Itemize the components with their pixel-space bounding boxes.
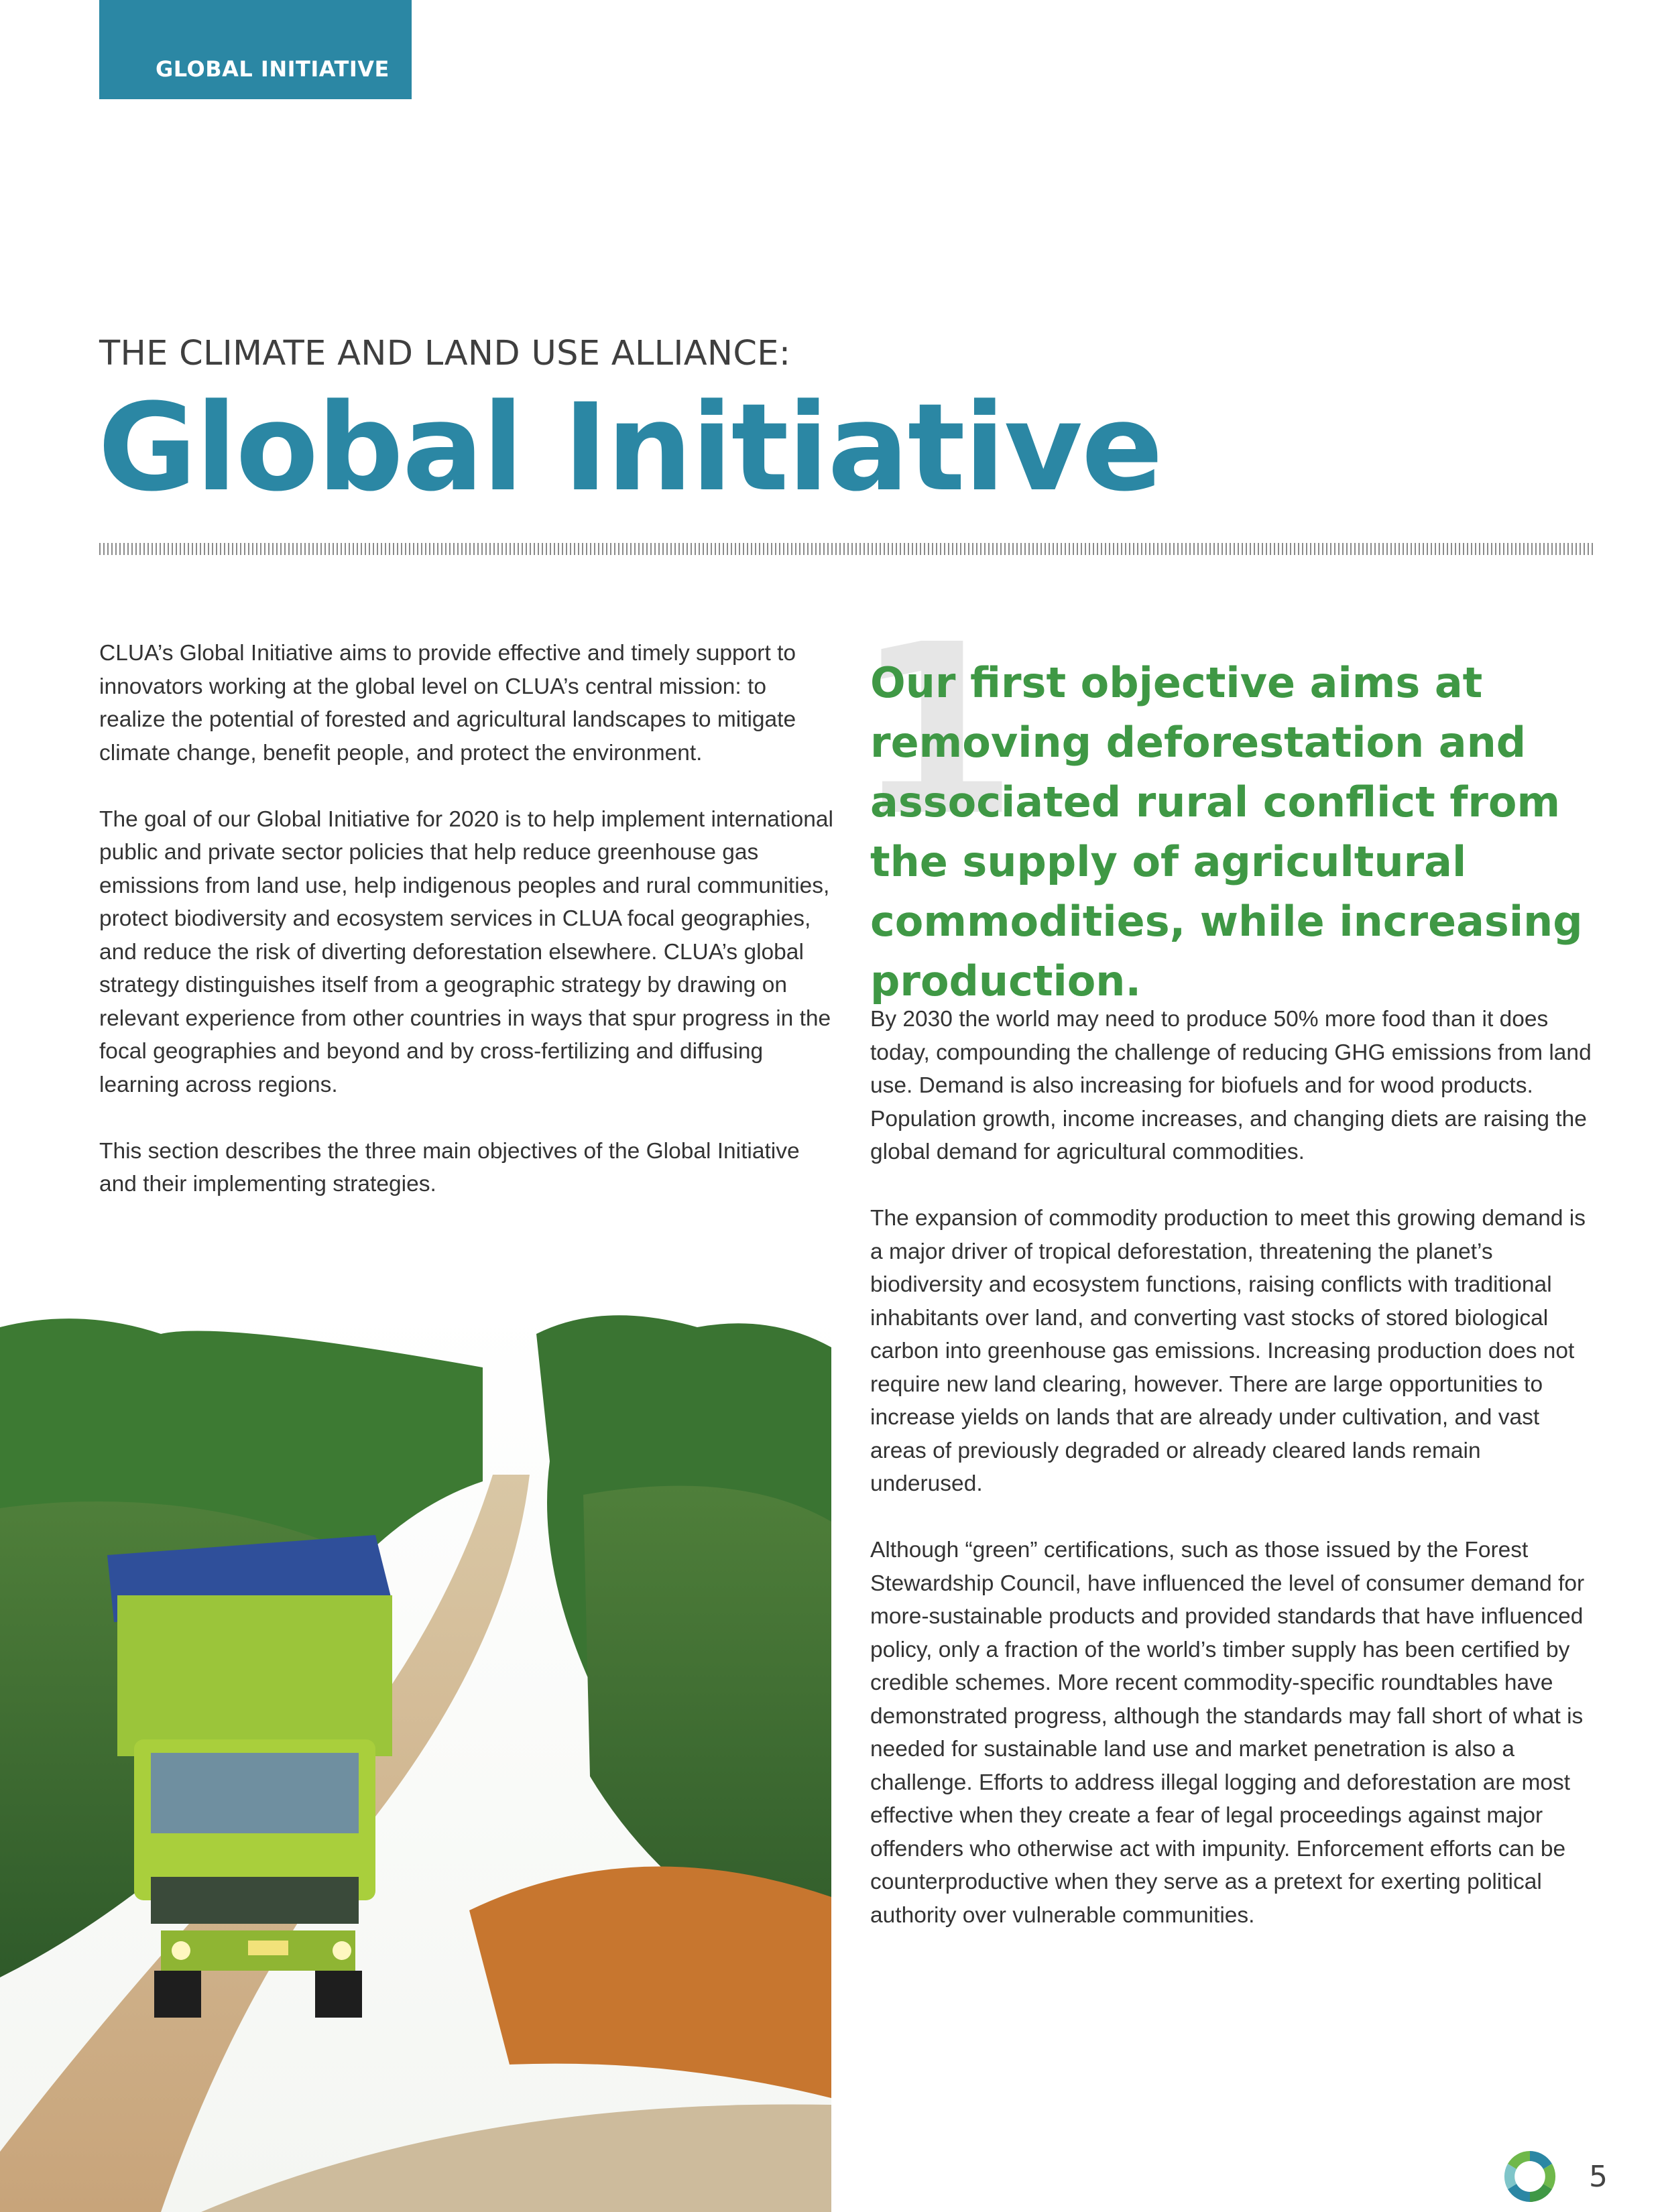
intro-paragraph-3: This section describes the three main objectives of the Global Initiative and their implementing strategies. bbox=[99, 1138, 800, 1196]
body-paragraph-1: By 2030 the world may need to produce 50% more food than it does today, compounding the challenge of reducing GHG emissions from land use. Demand is also increasing for biofuels and for wood products. Population growth, income increases, and changing diets are raising the global demand for agricultural commodities. bbox=[870, 1007, 1592, 1164]
intro-column bbox=[99, 637, 833, 1234]
objective-statement: Our first objective aims at removing deforestation and associated rural conflict from the supply of agricultural commodities, while increasing production. bbox=[870, 658, 1583, 1005]
title-divider bbox=[99, 543, 1596, 555]
section-tab-label: GLOBAL INITIATIVE bbox=[156, 56, 390, 82]
body-paragraph-2: The expansion of commodity production to meet this growing demand is a major driver of tropical deforestation, threatening the planet’s biodiversity and ecosystem functions, raising conflicts with traditional inhabitants over land, and converting vast stocks of stored biological carbon into greenhouse gas emissions. Increasing production does not require new land clearing, however. There are large opportunities to increase yields on lands that are already under cultivation, and vast areas of previously degraded or already cleared lands remain underused. bbox=[870, 1206, 1586, 1496]
page-title: Global Initiative bbox=[98, 378, 1162, 518]
clua-ring-logo-icon bbox=[1502, 2148, 1558, 2205]
page-kicker: THE CLIMATE AND LAND USE ALLIANCE: bbox=[99, 334, 791, 373]
truck-on-plantation-road-photo bbox=[0, 1307, 831, 2212]
page-number: 5 bbox=[1589, 2160, 1608, 2194]
objective-number: 1 bbox=[855, 594, 1018, 867]
body-column bbox=[870, 1003, 1594, 1965]
intro-paragraph-1: CLUA’s Global Initiative aims to provide effective and timely support to innovators working at the global level on CLUA’s central mission: to realize the potential of forested and agricultural landscapes to mitigate climate change, benefit people, and protect the environment. bbox=[99, 641, 796, 765]
intro-paragraph-2: The goal of our Global Initiative for 2020 is to help implement international public and private sector policies that help reduce greenhouse gas emissions from land use, help indigenous peoples and rural communities, protect biodiversity and ecosystem services in CLUA focal geographies, and reduce the risk of diverting deforestation elsewhere. CLUA’s global strategy distinguishes itself from a geographic strategy by drawing on relevant experience from other countries in ways that spur progress in the focal geographies and beyond and by cross-fertilizing and diffusing learning across regions. bbox=[99, 806, 833, 1097]
body-paragraph-3: Although “green” certifications, such as those issued by the Forest Stewardship Council, have influenced the level of consumer demand for more-sustainable products and provided standards that have influenced policy, only a fraction of the world’s timber supply has been certified by credible schemes. More recent commodity-specific roundtables have demonstrated progress, although the standards may fall short of what is needed for sustainable land use and market penetration is also a challenge. Efforts to address illegal logging and deforestation are most effective when they create a fear of legal proceedings against major offenders who otherwise act with impunity. Enforcement efforts can be counterproductive when they serve as a pretext for exerting political authority over vulnerable communities. bbox=[870, 1538, 1585, 1928]
section-tab bbox=[99, 0, 412, 99]
